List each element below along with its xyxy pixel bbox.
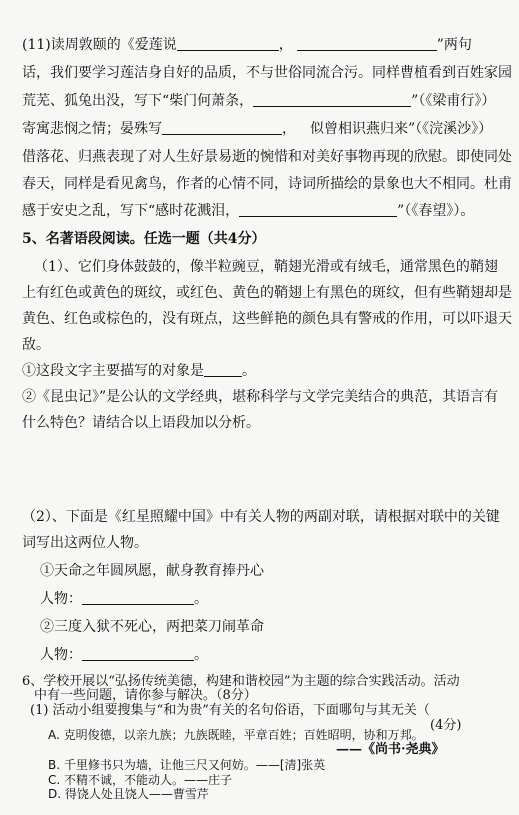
q5-passage-line-1: （1）、它们身体鼓鼓的，像半粒豌豆，鞘翅光滑或有绒毛，通常黑色的鞘翅 bbox=[34, 259, 498, 275]
q11-line-1 bbox=[22, 36, 472, 54]
answer-blank[interactable] bbox=[177, 36, 279, 51]
q11-text: ， bbox=[282, 121, 296, 137]
answer-blank[interactable] bbox=[239, 202, 397, 217]
q5-title: 5、名著语段阅读。任选一题（共4分） bbox=[22, 231, 266, 247]
q11-line-2: 话，我们要学习莲洁身自好的品质，不与世俗同流合污。同样曹植看到百姓家园 bbox=[22, 65, 512, 81]
q11-text: (11)读周敦颐的《爱莲说 bbox=[22, 37, 177, 53]
q11-text: ”两句 bbox=[436, 37, 472, 53]
answer-blank[interactable] bbox=[82, 590, 194, 605]
option-d: D. 得饶人处且饶人——曹雪芹 bbox=[48, 787, 209, 801]
q6-line-2: 中有一些问题，请你参与解决。（8分） bbox=[34, 688, 257, 704]
q11-text: ”（《春望》）。 bbox=[397, 203, 475, 219]
q5-part2-line-1: （2）、下面是《红星照耀中国》中有关人物的两副对联，请根据对联中的关键 bbox=[22, 509, 500, 525]
answer-blank[interactable] bbox=[297, 36, 437, 51]
answer-blank[interactable] bbox=[162, 120, 282, 135]
option-a-source: ——《尚书·尧典》 bbox=[336, 741, 445, 757]
q11-text: ， bbox=[278, 37, 293, 53]
q11-text: 荒芜、狐兔出没，写下“柴门何萧条， bbox=[22, 93, 254, 109]
person-label: 人物： bbox=[40, 647, 82, 663]
q6-part1-score: (4分) bbox=[430, 717, 462, 733]
person-end: 。 bbox=[194, 647, 208, 663]
option-c: C. 不精不诚，不能动人。——庄子 bbox=[48, 772, 233, 787]
q11-text: 似曾相识燕归来”（《浣溪沙》） bbox=[310, 121, 493, 137]
q11-line-3 bbox=[22, 92, 495, 110]
q5-sub-question-2-line-1: ②《昆虫记》”是公认的文学经典，堪称科学与文学完美结合的典范，其语言有 bbox=[22, 389, 499, 405]
q11-text: ”（《梁甫行》） bbox=[411, 93, 496, 109]
q5-passage-line-2: 上有红色或黄色的斑纹，或红色、黄色的鞘翅上有黑色的斑纹，但有些鞘翅却是 bbox=[22, 285, 512, 301]
q11-text: 感于安史之乱，写下“感时花溅泪， bbox=[22, 203, 240, 219]
option-a: A. 克明俊德，以亲九族；九族既睦，平章百姓；百姓昭明，协和万邦。 bbox=[48, 728, 424, 743]
question-text: 。 bbox=[242, 363, 256, 379]
q6-line-1: 6、学校开展以“弘扬传统美德，构建和谐校园”为主题的综合实践活动。活动 bbox=[22, 674, 460, 689]
q11-line-4 bbox=[22, 120, 492, 138]
q5-sub-question-1 bbox=[22, 362, 256, 380]
q6-part1: (1) 活动小组要搜集与“和为贵”有关的名句俗语，下面哪句与其无关（ bbox=[30, 703, 430, 719]
option-b: B. 千里修书只为墙，让他三尺又何妨。——[清]张英 bbox=[48, 758, 326, 773]
answer-blank[interactable] bbox=[204, 362, 242, 377]
q11-line-6: 春天，同样是看见禽鸟，作者的心情不同，诗词所描绘的景象也大不相同。杜甫 bbox=[22, 176, 512, 192]
q11-text: 寄寓悲悯之情；晏殊写 bbox=[22, 121, 162, 137]
q5-passage-line-3: 黄色、红色或棕色的，没有斑点，这些鲜艳的颜色具有警戒的作用，可以吓退天 bbox=[22, 311, 512, 327]
couplet-1: ①天命之年圆夙愿，献身教育捧丹心 bbox=[40, 563, 264, 579]
person-2-answer bbox=[40, 646, 208, 664]
couplet-2: ②三度入狱不死心，两把菜刀闹革命 bbox=[40, 619, 264, 635]
answer-blank[interactable] bbox=[253, 92, 411, 107]
q5-sub-question-2-line-2: 什么特色？请结合以上语段加以分析。 bbox=[22, 415, 260, 431]
q11-line-5: 借落花、归燕表现了对人生好景易逝的惋惜和对美好事物再现的欣慰。即使同处 bbox=[22, 149, 512, 165]
q5-passage-line-4: 敌。 bbox=[22, 337, 50, 353]
person-label: 人物： bbox=[40, 591, 82, 607]
q5-part2-line-2: 词写出这两位人物。 bbox=[22, 535, 148, 551]
person-end: 。 bbox=[194, 591, 208, 607]
question-text: ①这段文字主要描写的对象是 bbox=[22, 363, 204, 379]
answer-blank[interactable] bbox=[82, 646, 194, 661]
person-1-answer bbox=[40, 590, 208, 608]
q11-line-7 bbox=[22, 202, 474, 220]
